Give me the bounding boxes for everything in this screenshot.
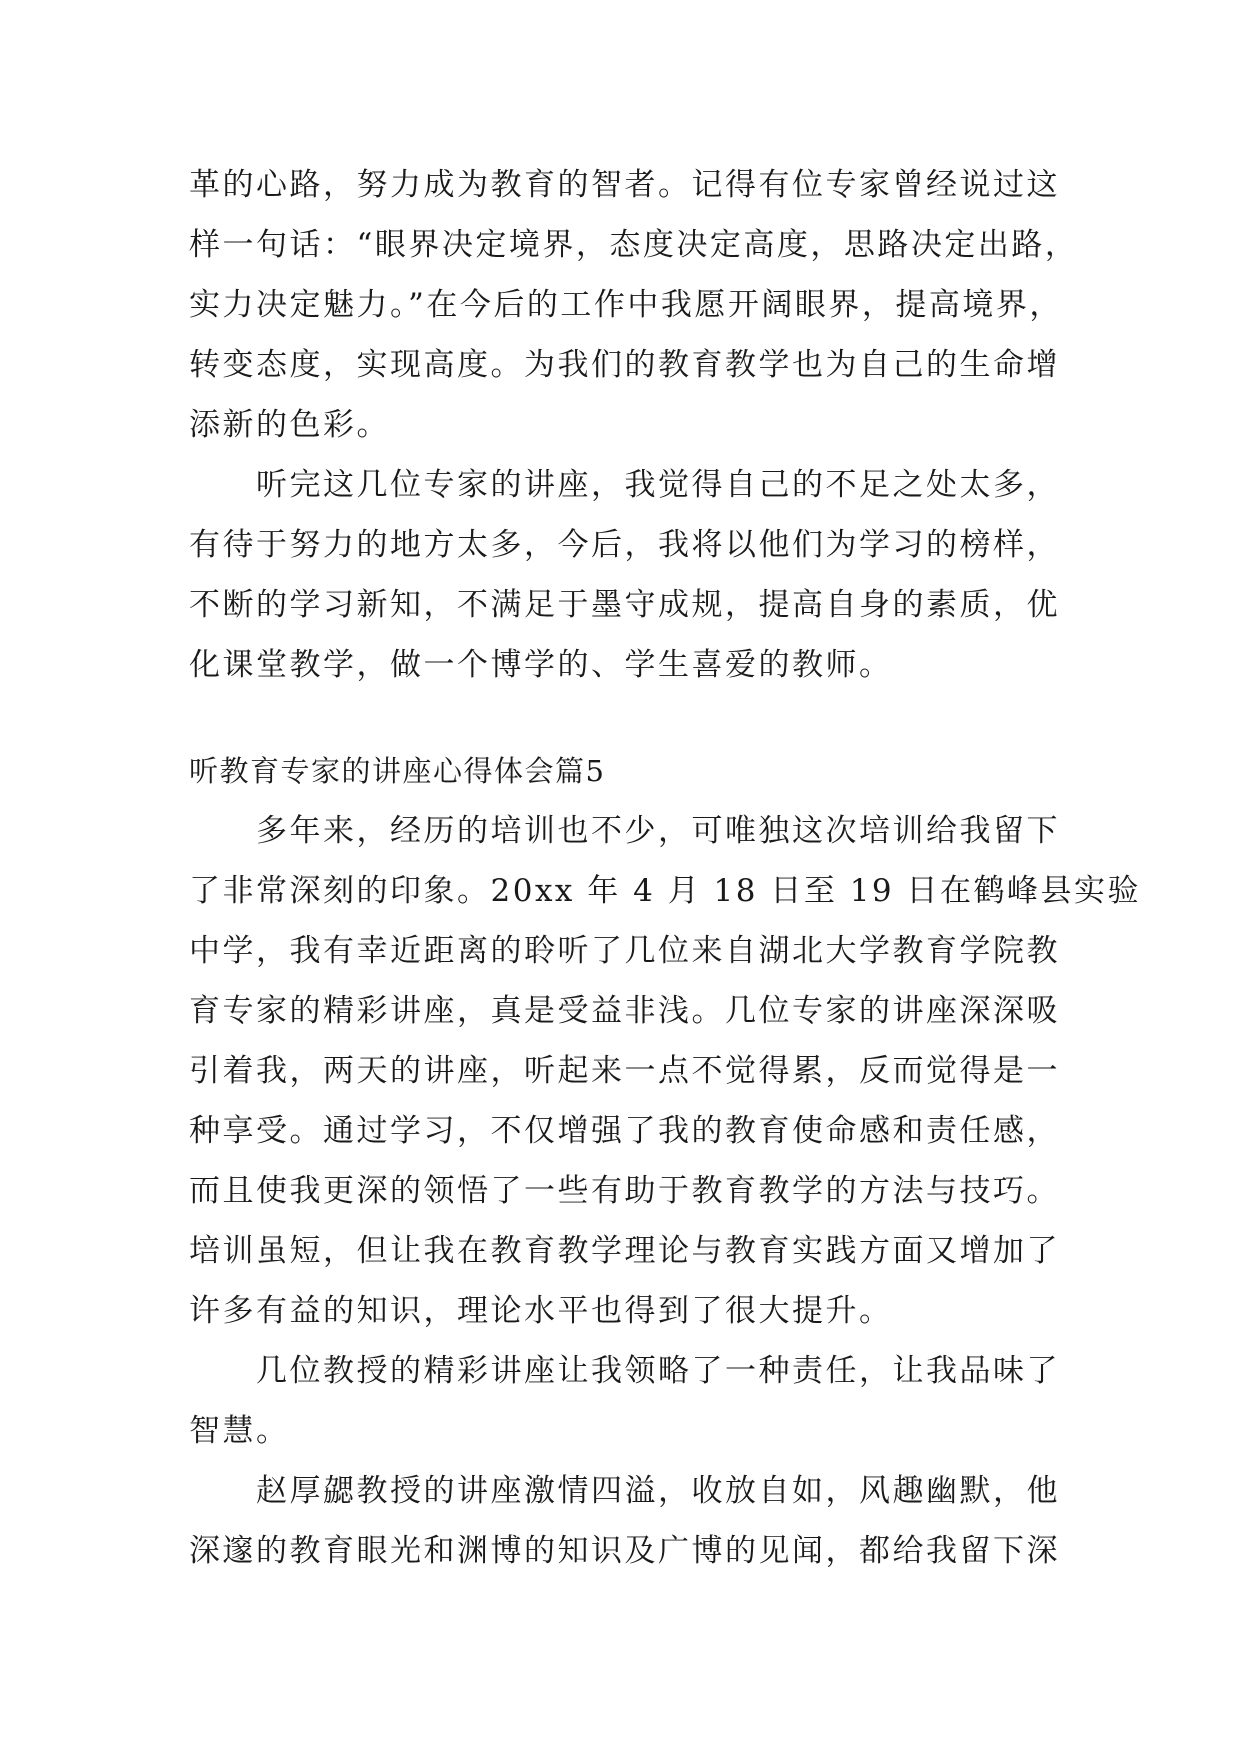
text-line: 引着我，两天的讲座，听起来一点不觉得累，反而觉得是一 [189,1053,1060,1089]
text-line: 几位教授的精彩讲座让我领略了一种责任，让我品味了 [256,1353,1060,1389]
text-line: 实力决定魅力。”在今后的工作中我愿开阔眼界，提高境界， [189,287,1063,323]
text-line: 智慧。 [189,1413,290,1449]
paragraph [189,801,1142,1341]
text-line: 育专家的精彩讲座，真是受益非浅。几位专家的讲座深深吸 [189,993,1060,1029]
text-line: 许多有益的知识，理论水平也得到了很大提升。 [189,1293,893,1329]
paragraph [189,455,1064,695]
text-line: 转变态度，实现高度。为我们的教育教学也为自己的生命增 [189,347,1060,383]
document-body [189,155,1142,1581]
text-line: 培训虽短，但让我在教育教学理论与教育实践方面又增加了 [189,1233,1060,1269]
section-heading: 听教育专家的讲座心得体会篇5 [189,754,606,788]
paragraph [189,1461,1064,1581]
text-line: 赵厚勰教授的讲座激情四溢，收放自如，风趣幽默，他 [256,1473,1060,1509]
text-line: 深邃的教育眼光和渊博的知识及广博的见闻，都给我留下深 [189,1533,1060,1569]
text-line: 样一句话：“眼界决定境界，态度决定高度，思路决定出路， [189,227,1079,263]
text-line: 不断的学习新知，不满足于墨守成规，提高自身的素质，优 [189,587,1060,623]
text-line: 革的心路，努力成为教育的智者。记得有位专家曾经说过这 [189,167,1060,203]
text-line: 听完这几位专家的讲座，我觉得自己的不足之处太多， [256,467,1060,503]
text-line: 有待于努力的地方太多，今后，我将以他们为学习的榜样， [189,527,1060,563]
text-line: 中学，我有幸近距离的聆听了几位来自湖北大学教育学院教 [189,933,1060,969]
text-line: 化课堂教学，做一个博学的、学生喜爱的教师。 [189,647,893,683]
text-line: 而且使我更深的领悟了一些有助于教育教学的方法与技巧。 [189,1173,1060,1209]
text-line: 种享受。通过学习，不仅增强了我的教育使命感和责任感， [189,1113,1060,1149]
paragraph [189,1341,1064,1461]
text-line: 多年来，经历的培训也不少，可唯独这次培训给我留下 [256,813,1060,849]
text-line: 添新的色彩。 [189,407,390,443]
text-line: 了非常深刻的印象。20xx 年 4 月 18 日至 19 日在鹤峰县实验 [189,873,1142,909]
paragraph-continuation [189,155,1079,455]
